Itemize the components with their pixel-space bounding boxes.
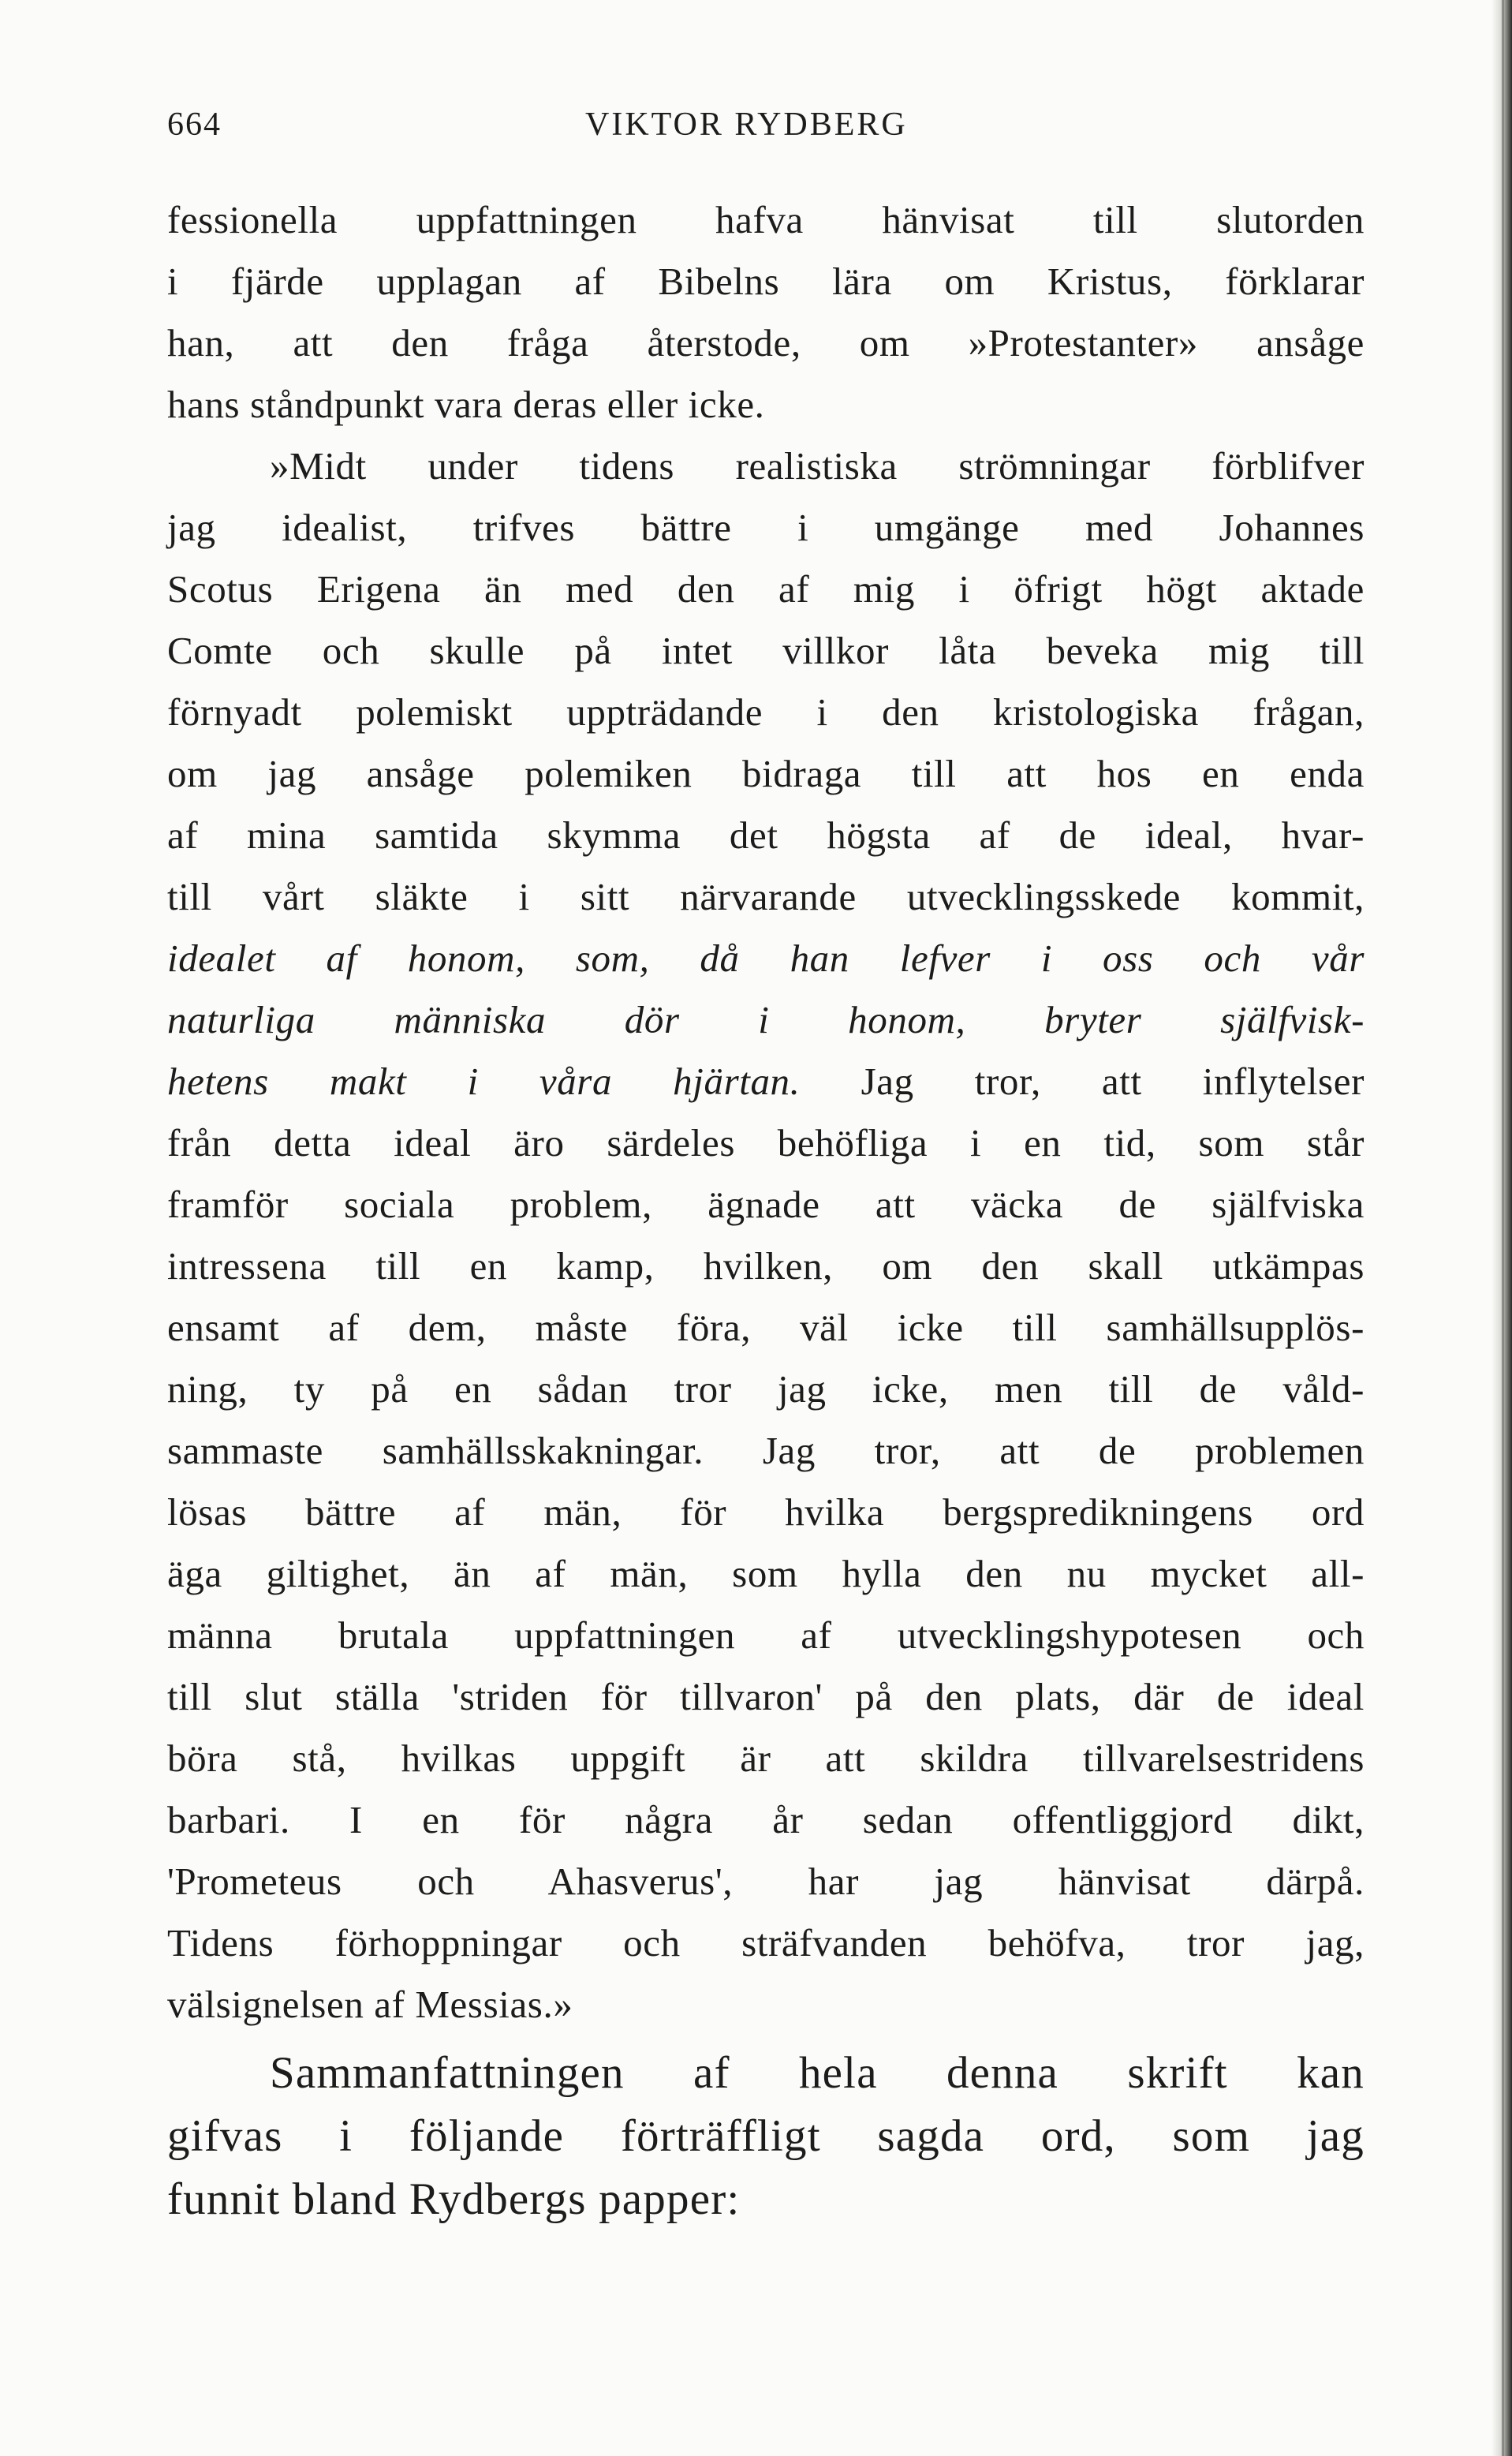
italic-text: idealet af honom, som, då han lefver i oss och vår	[167, 936, 1365, 980]
text-line: välsignelsen af Messias.»	[167, 1983, 573, 2026]
summary-line: gifvas i följande förträffligt sagda ord, som jag	[167, 2111, 1365, 2161]
running-head: VIKTOR RYDBERG	[585, 107, 908, 143]
text-line: lösas bättre af män, för hvilka bergspredikningens ord	[167, 1490, 1365, 1534]
text-line: Comte och skulle på intet villkor låta beveka mig till	[167, 629, 1365, 672]
text-segment: Jag tror, att inflytelser	[861, 1060, 1365, 1103]
italic-text: hetens makt i våra hjärtan.	[167, 1060, 801, 1103]
text-line: hans ståndpunkt vara deras eller icke.	[167, 383, 765, 426]
text-line: äga giltighet, än af män, som hylla den nu mycket all-	[167, 1552, 1365, 1595]
text-line: barbari. I en för några år sedan offentliggjord dikt,	[167, 1798, 1365, 1841]
text-line: från detta ideal äro särdeles behöfliga i en tid, som står	[167, 1121, 1365, 1164]
text-line: framför sociala problem, ägnade att väcka de själfviska	[167, 1183, 1365, 1226]
text-line: om jag ansåge polemiken bidraga till att hos en enda	[167, 752, 1365, 795]
summary-line: funnit bland Rydbergs papper:	[167, 2174, 741, 2224]
text-line: i fjärde upplagan af Bibelns lära om Kristus, förklarar	[167, 260, 1365, 303]
page-edge-line	[1502, 0, 1504, 2456]
italic-text: naturliga människa dör i honom, bryter själfvisk-	[167, 998, 1365, 1041]
text-line: 'Prometeus och Ahasverus', har jag hänvisat därpå.	[167, 1860, 1365, 1903]
text-line: till vårt släkte i sitt närvarande utvecklingsskede kommit,	[167, 875, 1365, 918]
summary-paragraph	[167, 2042, 1365, 2231]
quote-start-line: »Midt under tidens realistiska strömningar förblifver	[270, 444, 1365, 488]
text-line: af mina samtida skymma det högsta af de ideal, hvar-	[167, 813, 1365, 857]
page-header	[167, 101, 1365, 148]
text-line: ensamt af dem, måste föra, väl icke till samhällsupplös-	[167, 1306, 1365, 1349]
text-line: fessionella uppfattningen hafva hänvisat till slutorden	[167, 198, 1365, 241]
text-line: förnyadt polemiskt uppträdande i den kristologiska frågan,	[167, 690, 1365, 734]
text-line: intressena till en kamp, hvilken, om den skall utkämpas	[167, 1244, 1365, 1288]
body-text	[167, 189, 1365, 2035]
text-line: ning, ty på en sådan tror jag icke, men till de våld-	[167, 1367, 1365, 1411]
text-line: han, att den fråga återstode, om »Protestanter» ansåge	[167, 321, 1365, 364]
text-line: männa brutala uppfattningen af utvecklingshypotesen och	[167, 1613, 1365, 1657]
page-number: 664	[167, 107, 222, 143]
italic-line	[167, 928, 1365, 989]
italic-line	[167, 989, 1365, 1051]
text-line: jag idealist, trifves bättre i umgänge med Johannes	[167, 506, 1365, 549]
summary-line: Sammanfattningen af hela denna skrift kan	[270, 2048, 1365, 2098]
text-line: till slut ställa 'striden för tillvaron' på den plats, där de ideal	[167, 1675, 1365, 1718]
text-line: böra stå, hvilkas uppgift är att skildra tillvarelsestridens	[167, 1736, 1365, 1780]
text-line: sammaste samhällsskakningar. Jag tror, att de problemen	[167, 1429, 1365, 1472]
mixed-line	[167, 1051, 1365, 1112]
text-line: Scotus Erigena än med den af mig i öfrigt högt aktade	[167, 567, 1365, 611]
text-line: Tidens förhoppningar och sträfvanden behöfva, tror jag,	[167, 1921, 1365, 1964]
